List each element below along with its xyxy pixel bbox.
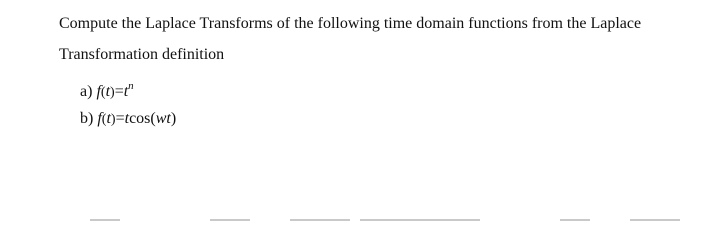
item-b-formula: f(t)=tcos(wt) — [97, 110, 177, 127]
item-b — [80, 109, 176, 130]
item-a-formula: $f(t)=t^n$ — [96, 80, 134, 100]
exponent: n — [128, 80, 134, 92]
intro-line-2: Transformation definition — [59, 46, 225, 63]
item-a — [80, 76, 134, 103]
intro-line-1: Compute the Laplace Transforms of the following time domain functions from the Laplace — [59, 15, 642, 32]
item-b-label: b) — [80, 110, 94, 127]
cut-off-next-line — [0, 216, 720, 222]
item-a-label: a) — [80, 83, 93, 100]
